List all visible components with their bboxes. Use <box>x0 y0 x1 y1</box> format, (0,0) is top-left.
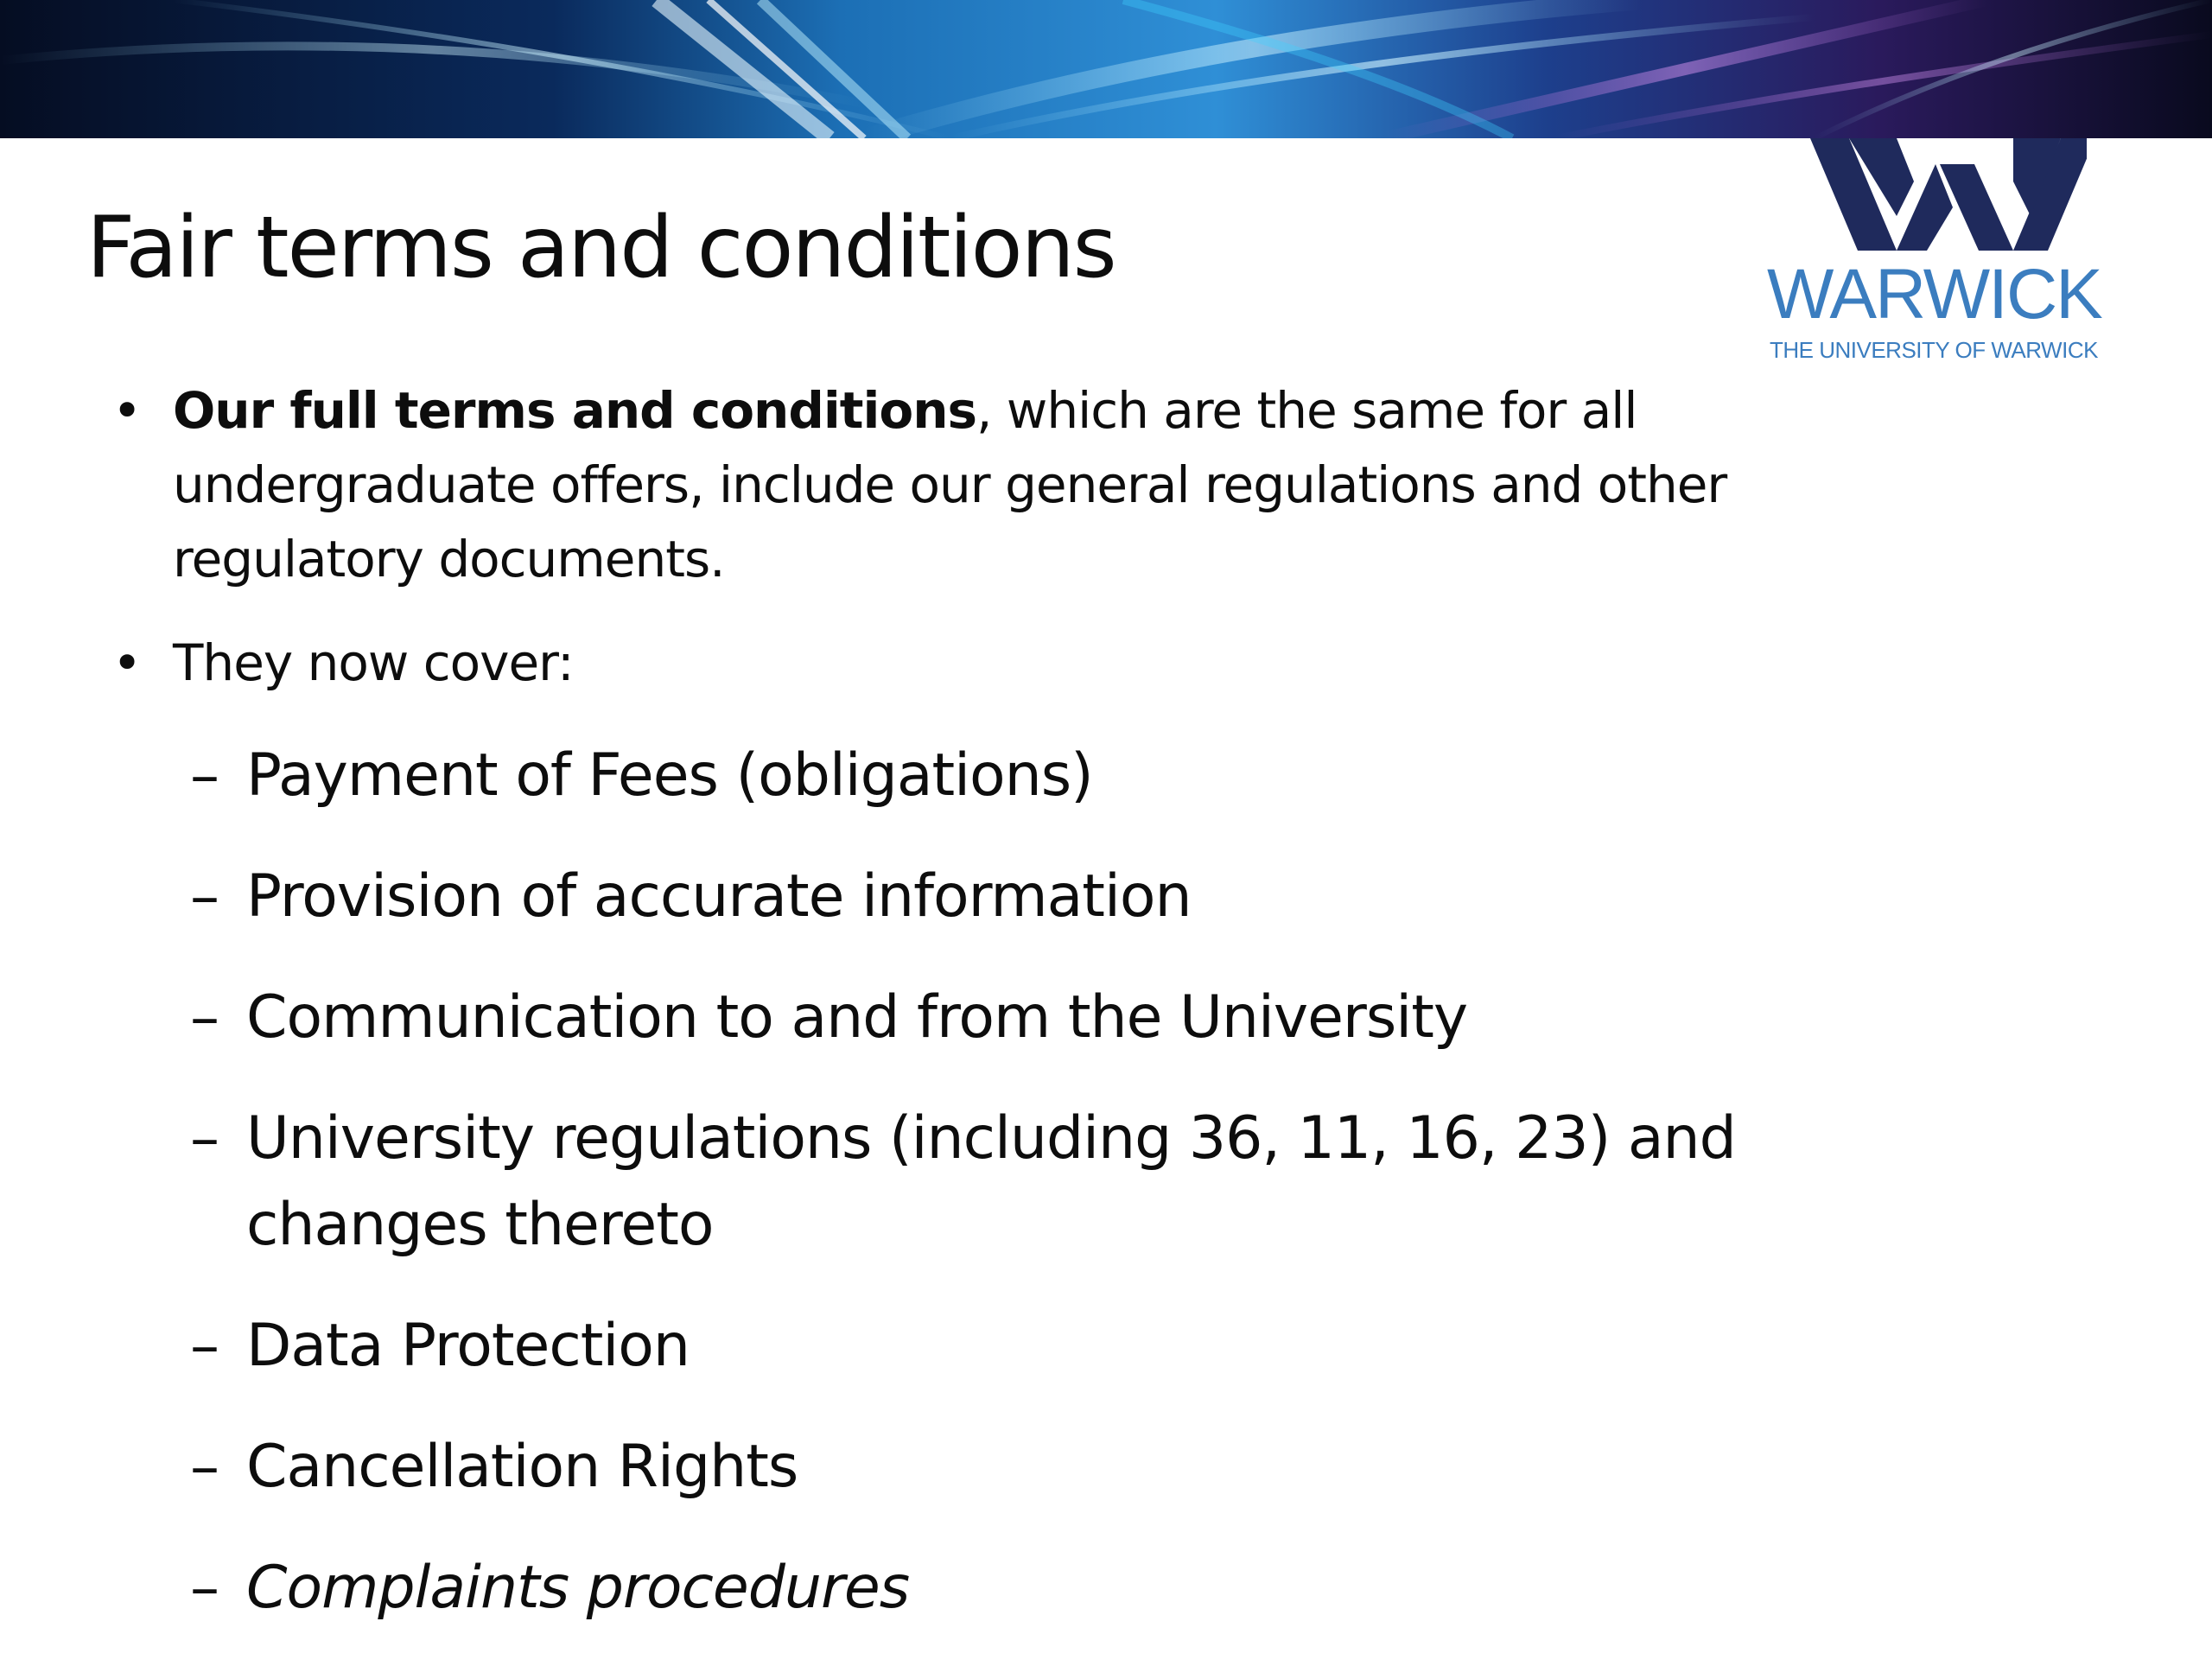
sub-item-text: Communication to and from the University <box>246 983 1468 1052</box>
sub-item-text: Payment of Fees (obligations) <box>246 741 1093 810</box>
sub-list-item <box>190 1424 1832 1510</box>
bullet-dot-icon: • <box>112 633 142 692</box>
sub-list-item <box>190 733 1832 819</box>
sub-bullet-list <box>104 733 1832 1631</box>
warwick-logo <box>1754 138 2117 372</box>
warwick-w-mark-icon <box>1810 138 2087 251</box>
header-banner <box>0 0 2212 138</box>
dash-marker-icon: – <box>190 1104 219 1173</box>
bullet-text: They now cover: <box>173 633 574 692</box>
sub-item-text: Data Protection <box>246 1312 690 1380</box>
slide-title: Fair terms and conditions <box>86 199 1116 297</box>
sub-item-text: Complaints procedures <box>246 1554 910 1622</box>
sub-item-text: Provision of accurate information <box>246 862 1192 931</box>
dash-marker-icon: – <box>190 1433 219 1501</box>
sub-item-text: University regulations (including 36, 11, 16, 23) and <box>246 1104 1736 1173</box>
sub-item-text-continued: changes thereto <box>246 1191 714 1259</box>
sub-list-item <box>190 975 1832 1061</box>
sub-list-item <box>190 1096 1832 1269</box>
bullet-item <box>104 373 1884 596</box>
bullet-dot-icon: • <box>112 381 142 440</box>
dash-marker-icon: – <box>190 1312 219 1380</box>
bullet-text: , which are the same for all undergraduate offers, include our general regulations and other regulatory documents. <box>173 381 1727 588</box>
logo-wordmark: WARWICK <box>1767 255 2101 334</box>
dash-marker-icon: – <box>190 862 219 931</box>
bullet-bold-text: Our full terms and conditions <box>173 381 977 440</box>
dash-marker-icon: – <box>190 741 219 810</box>
sub-list-item <box>190 1303 1832 1389</box>
bullet-item <box>104 626 1832 700</box>
dash-marker-icon: – <box>190 983 219 1052</box>
dash-marker-icon: – <box>190 1554 219 1622</box>
sub-item-text: Cancellation Rights <box>246 1433 798 1501</box>
slide-body <box>104 373 1832 1666</box>
banner-light-streaks <box>0 0 2212 138</box>
sub-list-item <box>190 1545 1832 1631</box>
sub-list-item <box>190 854 1832 940</box>
logo-subtitle: THE UNIVERSITY OF WARWICK <box>1770 337 2098 363</box>
